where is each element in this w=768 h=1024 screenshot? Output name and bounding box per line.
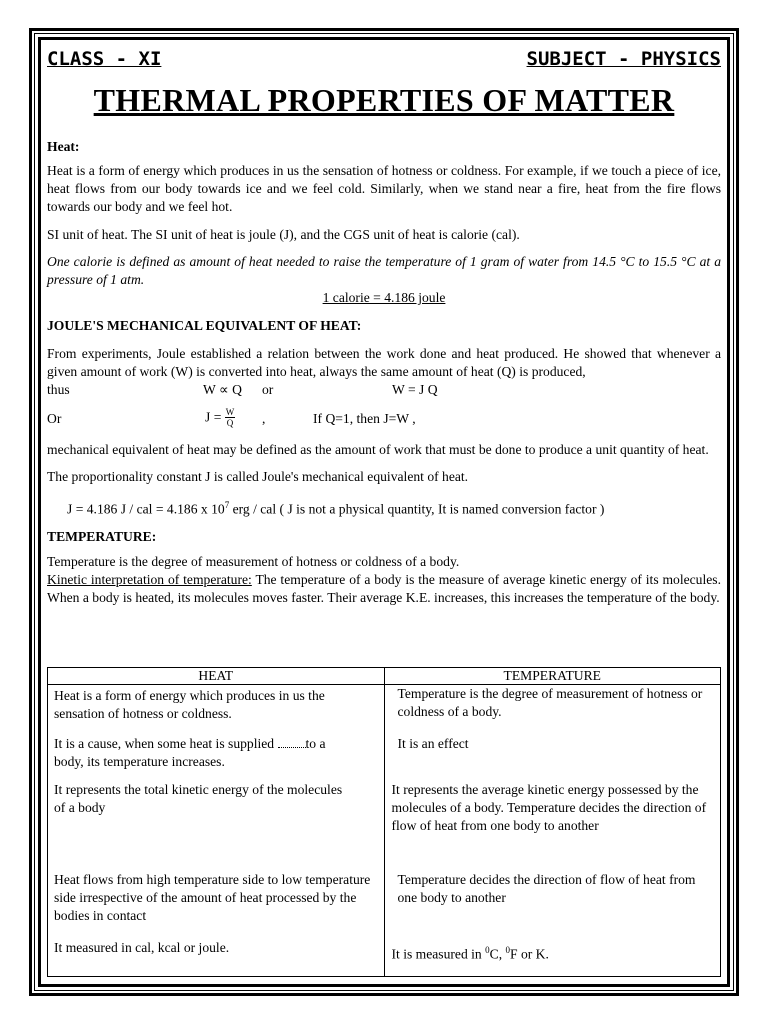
or-label-2: Or: [47, 411, 62, 426]
degree-sup-2: 0: [505, 944, 510, 955]
fraction-numerator: W: [225, 407, 235, 417]
heat-cell: Heat is a form of energy which produces in us the sensation of hotness or coldness.: [54, 688, 325, 721]
fraction-denominator: Q: [226, 418, 234, 428]
temperature-cell: [385, 939, 721, 964]
j-equals: J =: [205, 409, 222, 425]
joule-fraction-row: [47, 407, 721, 431]
joule-value-post: erg / cal ( J is not a physical quantity, It is named conversion factor ): [229, 501, 605, 517]
table-row: [48, 871, 721, 939]
table-row: [48, 685, 721, 735]
joule-value-line: [47, 496, 721, 519]
heat-cell: It measured in cal, kcal or joule.: [54, 939, 230, 955]
temp-units-c: C,: [489, 946, 506, 962]
blank-line: [278, 737, 306, 748]
if-condition: If Q=1, then J=W ,: [313, 411, 416, 426]
temperature-cell: It represents the average kinetic energy possessed by the molecules of a body. Temperature decides the direction of flow of heat from one body to another: [391, 781, 707, 833]
degree-sup-1: 0: [485, 944, 490, 955]
page-title: THERMAL PROPERTIES OF MATTER: [93, 82, 675, 118]
proportion-formula: W ∝ Q: [203, 382, 242, 397]
proportion-row: [47, 381, 721, 399]
document-page: [47, 48, 721, 607]
heat-cause-text-2: to a body, its temperature increases.: [54, 735, 326, 769]
temp-units-pre: It is measured in: [391, 946, 486, 962]
temperature-definition: Temperature is the degree of measurement of hotness or coldness of a body.: [47, 553, 460, 569]
heat-cell: Heat flows from high temperature side to low temperature side irrespective of the amount of heat processed by the bodies in contact: [54, 871, 371, 923]
heat-cause-text: It is a cause, when some heat is supplied: [54, 735, 278, 751]
temperature-cell: It is an effect: [397, 735, 469, 751]
table-row: [48, 781, 721, 871]
temperature-heading: TEMPERATURE:: [47, 528, 157, 544]
heat-cell: It represents the total kinetic energy of the molecules of a body: [54, 781, 343, 815]
temperature-cell: Temperature is the degree of measurement of hotness or coldness of a body.: [397, 686, 703, 719]
proportionality-constant: The proportionality constant J is called Joule's mechanical equivalent of heat.: [47, 469, 469, 484]
table-row: [48, 735, 721, 781]
heat-heading: Heat:: [47, 139, 80, 154]
work-heat-formula: W = J Q: [392, 382, 438, 397]
kinetic-interpretation: [47, 571, 721, 607]
temperature-cell: Temperature decides the direction of flow of heat from one body to another: [397, 871, 696, 905]
heat-definition: Heat is a form of energy which produces in us the sensation of hotness or coldness. For example, if we touch a piece of ice, heat flows from our body towards ice and we feel cold. Similarly, when we stand near a fire, heat from the fire flows towards our body and we feel hot.: [47, 163, 721, 214]
thus-label: thus: [47, 382, 70, 397]
fraction: [225, 407, 236, 428]
joule-heading: JOULE'S MECHANICAL EQUIVALENT OF HEAT:: [47, 318, 362, 333]
heat-si-unit: SI unit of heat. The SI unit of heat is joule (J), and the CGS unit of heat is calorie (cal).: [47, 227, 520, 242]
kinetic-label: Kinetic interpretation of temperature:: [47, 571, 252, 587]
calorie-equation-line: [47, 289, 721, 307]
joule-value-exponent: 7: [224, 500, 230, 510]
or-label: or: [262, 382, 274, 397]
temp-units-f: F or K.: [510, 946, 549, 962]
column-header-temperature: TEMPERATURE: [384, 668, 721, 685]
calorie-equation: 1 calorie = 4.186 joule: [322, 290, 446, 305]
calorie-definition: One calorie is defined as amount of heat needed to raise the temperature of 1 gram of water from 14.5 °C to 15.5 °C at a pressure of 1 atm.: [47, 254, 721, 287]
joule-fraction-formula: [205, 407, 235, 428]
joule-value-pre: J = 4.186 J / cal = 4.186 x 10: [67, 501, 225, 517]
table-row: [48, 939, 721, 977]
kinetic-text: The temperature of a body is the measure of average kinetic energy of its molecules. When a body is heated, its molecules moves faster. Their average K.E. increases, this increases the temperature of the body.: [47, 571, 721, 605]
comma: ,: [262, 411, 266, 426]
joule-intro: From experiments, Joule established a relation between the work done and heat produced. He showed that whenever a given amount of work (W) is converted into heat, always the same amount of heat (Q) is produced,: [47, 346, 721, 379]
subject-label: SUBJECT - PHYSICS: [526, 48, 721, 70]
heat-cell: [48, 735, 384, 771]
header-row: [47, 48, 721, 78]
table-header-row: [48, 668, 721, 685]
heat-vs-temperature-table: [47, 667, 721, 977]
mechanical-equivalent-definition: mechanical equivalent of heat may be defined as the amount of work that must be done to produce a unit quantity of heat.: [47, 442, 709, 457]
class-label: CLASS - XI: [47, 48, 162, 70]
column-header-heat: HEAT: [48, 668, 385, 685]
